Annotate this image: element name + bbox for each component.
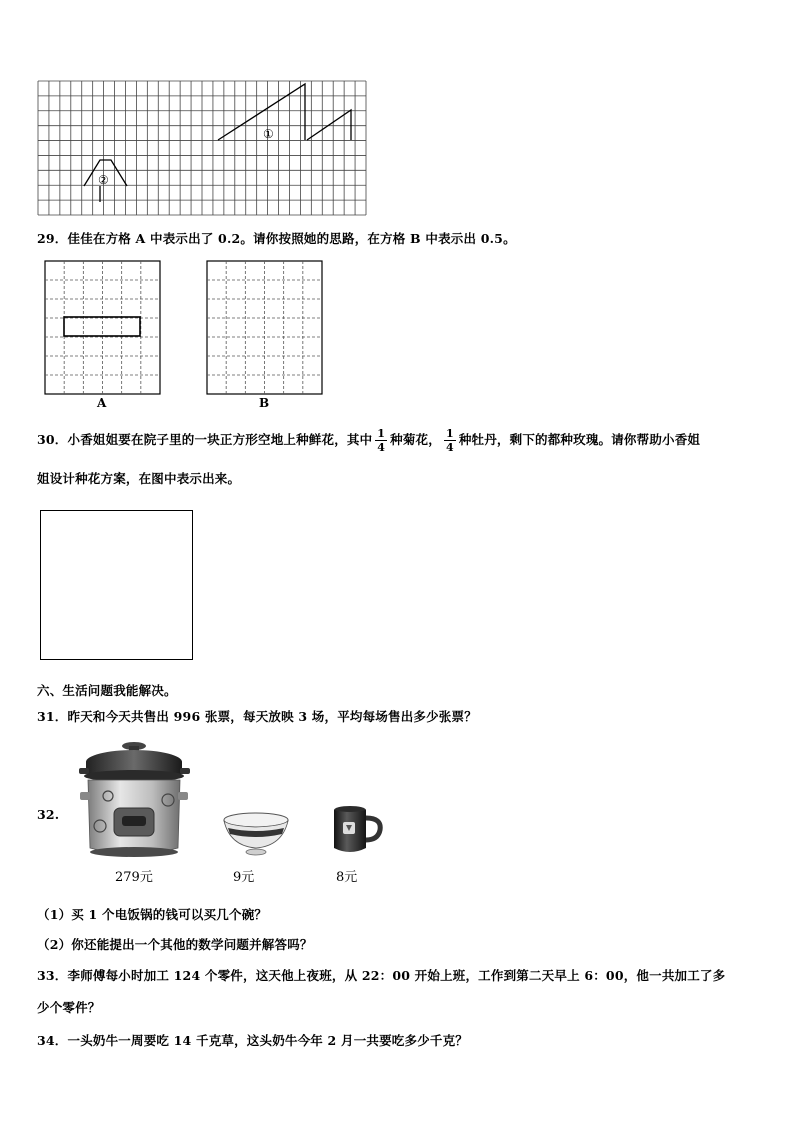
grid-b bbox=[206, 260, 324, 396]
question-34: 34．一头奶牛一周要吃 14 千克草，这头奶牛今年 2 月一共要吃多少千克？ bbox=[37, 1033, 468, 1048]
q30-text-a: 30．小香姐姐要在院子里的一块正方形空地上种鲜花，其中 bbox=[37, 432, 373, 447]
q30-text-b: 种菊花， bbox=[390, 432, 441, 447]
q30-text-c: 种牡丹，剩下的都种玫瑰。请你帮助小香姐 bbox=[458, 432, 701, 447]
grid-a-label: A bbox=[97, 396, 107, 410]
question-32-number: 32. bbox=[37, 807, 60, 822]
question-30-line2: 姐设计种花方案，在图中表示出来。 bbox=[37, 471, 241, 486]
question-32-sub1: （1）买 1 个电饭锅的钱可以买几个碗？ bbox=[37, 907, 268, 922]
grid-lines bbox=[38, 81, 366, 215]
question-31: 31．昨天和今天共售出 996 张票，每天放映 3 场，平均每场售出多少张票？ bbox=[37, 709, 477, 724]
grid-a-shaded-strip bbox=[64, 317, 140, 336]
fraction-one-quarter-1: $\frac{1}{4}$ bbox=[377, 427, 386, 454]
top-grid-figure bbox=[37, 80, 369, 218]
fraction-one-quarter-2: $\frac{1}{4}$ bbox=[445, 427, 454, 454]
bowl-icon bbox=[222, 812, 290, 856]
rice-cooker-price: 279元 bbox=[115, 870, 153, 885]
grid-a bbox=[44, 260, 162, 396]
square-plot bbox=[40, 510, 193, 660]
shape-1-label: ① bbox=[263, 127, 274, 141]
question-33-line2: 少个零件？ bbox=[37, 1000, 101, 1015]
section-6-heading: 六、生活问题我能解决。 bbox=[37, 683, 177, 698]
shape-2-label: ② bbox=[98, 173, 109, 187]
question-32-sub2: （2）你还能提出一个其他的数学问题并解答吗？ bbox=[37, 937, 313, 952]
mug-price: 8元 bbox=[336, 870, 358, 885]
mug-icon bbox=[330, 804, 386, 856]
question-33-line1: 33．李师傅每小时加工 124 个零件，这天他上夜班，从 22：00 开始上班，工作到第二天早上 6：00，他一共加工了多 bbox=[37, 968, 726, 983]
rice-cooker-icon bbox=[76, 740, 194, 860]
grid-b-label: B bbox=[259, 396, 270, 410]
question-30-line1 bbox=[37, 427, 700, 454]
bowl-price: 9元 bbox=[233, 870, 255, 885]
shape-1-triangle bbox=[218, 84, 351, 140]
question-29: 29．佳佳在方格 A 中表示出了 0.2。请你按照她的思路，在方格 B 中表示出 0.5。 bbox=[37, 231, 516, 246]
